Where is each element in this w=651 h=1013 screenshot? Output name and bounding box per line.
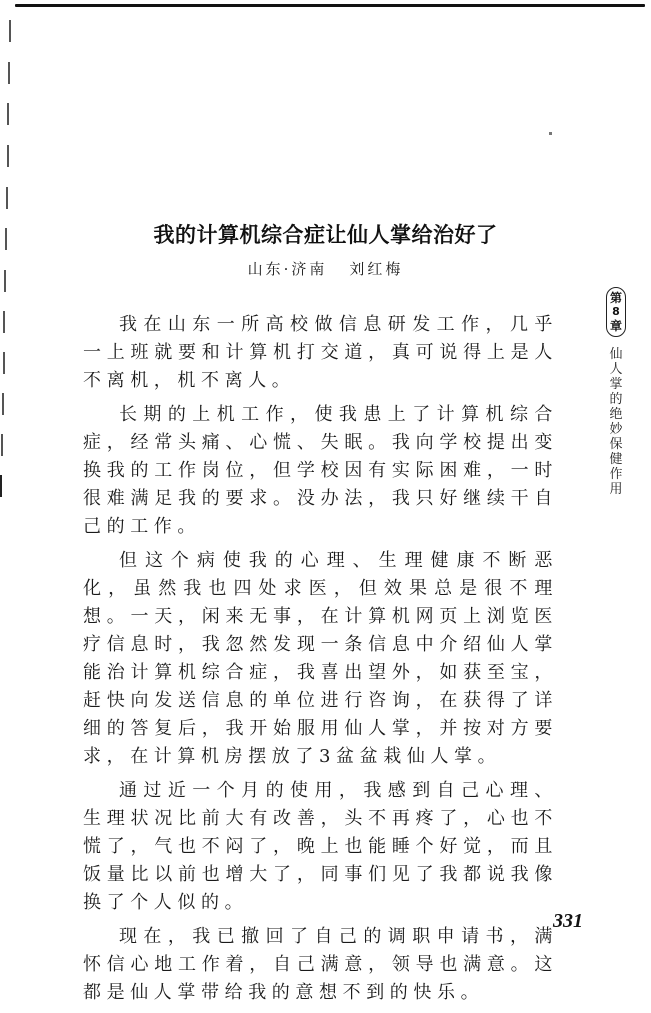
chapter-prefix: 第 <box>609 291 622 305</box>
paragraph-1: 我在山东一所高校做信息研发工作，几乎一上班就要和计算机打交道，真可说得上是人不离机，机不离人。 <box>83 314 558 391</box>
article-title: 我的计算机综合症让仙人掌给治好了 <box>153 222 498 247</box>
chapter-name-char: 作 <box>609 467 623 482</box>
byline-author: 刘红梅 <box>349 260 404 278</box>
chapter-name-char: 人 <box>609 362 623 377</box>
margin-mark <box>3 311 5 333</box>
margin-mark <box>0 475 2 497</box>
byline-location: 山东·济南 <box>247 260 328 278</box>
paragraph-4: 通过近一个月的使用，我感到自己心理、生理状况比前大有改善，头不再疼了，心也不慌了，气也不闷了，晚上也能睡个好觉，而且饭量比以前也增大了，同事们见了我都说我像换了个人似的。 <box>83 780 558 913</box>
margin-mark <box>6 187 8 209</box>
chapter-number: 8 <box>612 305 620 318</box>
margin-mark <box>3 352 5 374</box>
paragraph-2: 长期的上机工作，使我患上了计算机综合症，经常头痛、心慌、失眠。我向学校提出变换我的工作岗位，但学校因有实际困难，一时很难满足我的要求。没办法，我只好继续干自己的工作。 <box>83 404 558 537</box>
page-number: 331 <box>553 910 583 932</box>
chapter-name-char: 妙 <box>609 422 623 437</box>
paragraph-3: 但这个病使我的心理、生理健康不断恶化，虽然我也四处求医，但效果总是很不理想。一天，闲来无事，在计算机网页上浏览医疗信息时，我忽然发现一条信息中介绍仙人掌能治计算机综合症，我喜出望外，如获至宝，赶快向发送信息的单位进行咨询，在获得了详细的答复后，我开始服用仙人掌，并按对方要求，在计算机房摆放了3盆盆栽仙人掌。 <box>83 550 558 767</box>
top-rule <box>15 4 645 7</box>
chapter-name-char: 绝 <box>609 407 623 422</box>
chapter-name-char: 掌 <box>609 377 623 392</box>
chapter-name-char: 的 <box>609 392 623 407</box>
margin-mark <box>7 103 9 125</box>
chapter-name-char: 用 <box>609 482 623 497</box>
margin-mark <box>9 20 11 42</box>
chapter-tab <box>605 287 627 497</box>
chapter-name-char: 仙 <box>609 347 623 362</box>
chapter-suffix: 章 <box>609 319 622 333</box>
scan-speck <box>549 132 552 135</box>
article-body <box>83 311 558 1013</box>
chapter-name-char: 保 <box>609 437 623 452</box>
chapter-name-char: 健 <box>609 452 623 467</box>
margin-mark <box>8 62 10 84</box>
margin-mark <box>2 393 4 415</box>
margin-mark <box>7 145 9 167</box>
paragraph-5: 现在，我已撤回了自己的调职申请书，满怀信心地工作着，自己满意，领导也满意。这都是仙人掌带给我的意想不到的快乐。 <box>83 926 558 1003</box>
margin-mark <box>1 434 3 456</box>
chapter-badge <box>606 287 626 337</box>
chapter-name-vertical <box>609 347 622 497</box>
byline <box>0 258 651 279</box>
